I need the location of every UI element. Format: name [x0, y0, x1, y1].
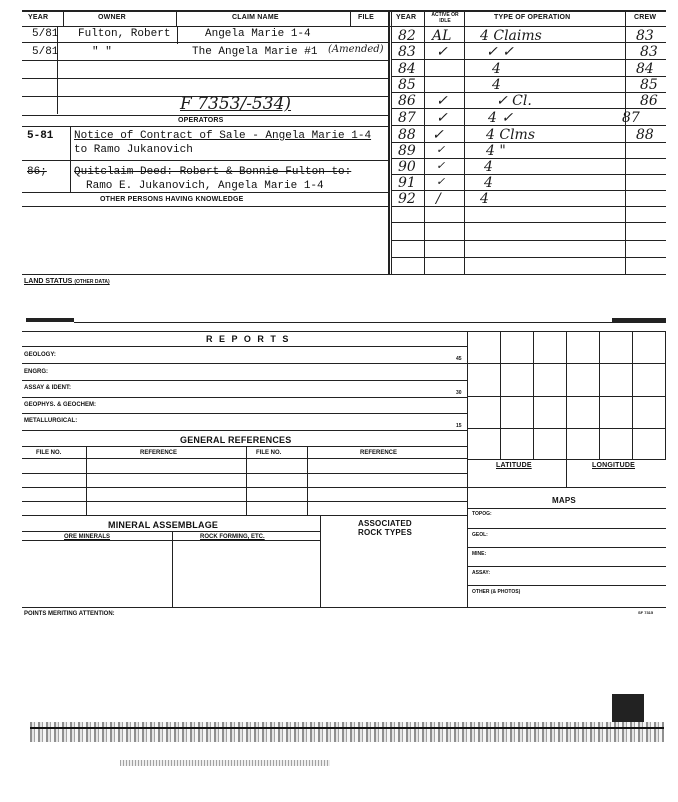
genref-reference-1: REFERENCE: [140, 450, 178, 456]
other-persons-bottom-line: [22, 206, 388, 207]
activity-row-year: 87: [398, 110, 416, 126]
owner-row-line-2: [22, 60, 388, 61]
land-status-label: [24, 278, 110, 285]
activity-row-type: 4 ✓: [488, 110, 514, 126]
activity-row-year: 83: [398, 44, 416, 60]
grid-line: [599, 331, 600, 459]
header-crew: CREW: [634, 14, 657, 21]
maps-line: [467, 547, 666, 548]
activity-row-type: 4: [492, 77, 501, 93]
activity-row-active: /: [436, 191, 441, 207]
report-geophys: GEOPHYS. & GEOCHEM:: [24, 402, 97, 408]
activity-row-active: ✓: [436, 143, 446, 156]
activity-row-type: 4 Clms: [486, 127, 536, 143]
activity-row-type: 4: [480, 191, 489, 207]
mineral-header-line: [22, 540, 320, 541]
activity-row-type: 4: [484, 159, 493, 175]
operators-row-line: [22, 160, 388, 161]
genref-line: [22, 487, 468, 488]
report-assay-num: 30: [456, 390, 462, 396]
activity-row-type: ✓ Cl.: [496, 93, 532, 109]
general-references-title: GENERAL REFERENCES: [180, 435, 292, 445]
form-number: SF 7315: [638, 610, 654, 615]
reports-title: R E P O R T S: [206, 334, 291, 344]
activity-row-active: ✓: [436, 110, 448, 126]
genref-col-line: [307, 446, 308, 515]
activity-row-type: 4: [492, 61, 501, 77]
grid-line: [632, 331, 633, 459]
latlong-bottom-line: [467, 487, 666, 488]
owner-row-2-claim: The Angela Marie #1: [192, 46, 318, 58]
activity-row-year: 85: [398, 77, 416, 93]
genref-file-no-2: FILE NO.: [256, 450, 282, 456]
other-persons-label: OTHER PERSONS HAVING KNOWLEDGE: [100, 196, 244, 203]
operators-row-2-text2: Ramo E. Jukanovich, Angela Marie 1-4: [86, 180, 324, 192]
genref-bottom-line: [22, 515, 468, 516]
owner-row-2-year: 5/81: [32, 46, 59, 58]
mineral-right-line: [320, 515, 321, 607]
activity-row-active: ✓: [432, 127, 444, 143]
land-status-title: LAND STATUS: [24, 278, 73, 285]
report-metallurgical-num: 15: [456, 423, 462, 429]
grid-line: [467, 396, 666, 397]
activity-row-active: AL: [432, 28, 452, 44]
activity-row-year: 91: [398, 175, 416, 191]
activity-row-active: ✓: [436, 44, 448, 60]
activity-row-year: 84: [398, 61, 416, 77]
activity-line: [391, 59, 666, 60]
points-meriting-attention: POINTS MERITING ATTENTION:: [24, 611, 115, 617]
top-border: [22, 10, 666, 12]
associated-rock-types-1: ASSOCIATED: [358, 519, 412, 528]
owner-mid-line: [177, 26, 178, 44]
header-owner: OWNER: [98, 14, 126, 21]
mineral-title-line: [22, 531, 320, 532]
activity-row-year: 90: [398, 159, 416, 175]
reports-top-line: [22, 331, 666, 332]
top-table-bottom: [22, 274, 666, 275]
maps-topog: TOPOG:: [472, 511, 492, 517]
grid-line: [533, 331, 534, 459]
operators-year-line: [70, 126, 71, 192]
latlong-divider: [566, 459, 567, 487]
grid-line: [467, 363, 666, 364]
file-col-line: [350, 10, 351, 26]
genref-title-line: [22, 446, 468, 447]
genref-col-line: [86, 446, 87, 515]
owner-row-1-claim: Angela Marie 1-4: [205, 28, 311, 40]
header-bottom-line: [22, 26, 666, 27]
scan-line: [30, 727, 664, 729]
scan-smudge: [612, 318, 666, 323]
operators-label: OPERATORS: [178, 117, 224, 124]
grid-line: [500, 331, 501, 459]
maps-line: [467, 566, 666, 567]
scan-noise-band: [30, 722, 664, 742]
activity-line: [391, 222, 666, 223]
report-line: [22, 430, 468, 431]
report-engrg: ENGRG:: [24, 369, 48, 375]
mineral-col-line: [172, 531, 173, 607]
activity-row-active: ✓: [436, 175, 446, 188]
activity-row-crew: 88: [636, 127, 654, 143]
activity-row-type: 4: [484, 175, 493, 191]
operators-row-1-text2: to Ramo Jukanovich: [74, 144, 193, 156]
header-year-2: YEAR: [396, 14, 417, 21]
activity-line: [391, 158, 666, 159]
longitude-label: LONGITUDE: [592, 462, 636, 469]
owner-row-2-note: (Amended): [328, 44, 384, 55]
owner-row-line-3: [22, 78, 388, 79]
operators-row-1-year: 5-81: [27, 130, 54, 142]
scan-block: [612, 694, 644, 722]
grid-line: [467, 428, 666, 429]
mineral-assemblage-title: MINERAL ASSEMBLAGE: [108, 520, 219, 530]
activity-row-crew: 83: [640, 44, 658, 60]
maps-other: OTHER (& PHOTOS): [472, 589, 521, 595]
maps-geol: GEOL:: [472, 532, 488, 538]
rock-forming-label: ROCK FORMING, ETC.: [200, 534, 265, 540]
genref-line: [22, 501, 468, 502]
owner-row-2-owner: " ": [92, 46, 112, 58]
activity-row-type: 4 ": [486, 143, 506, 159]
report-geology: GEOLOGY:: [24, 352, 56, 358]
activity-line: [391, 257, 666, 258]
activity-row-year: 88: [398, 127, 416, 143]
header-year: YEAR: [28, 14, 49, 21]
associated-rock-types-2: ROCK TYPES: [358, 528, 413, 537]
activity-row-year: 86: [398, 93, 416, 109]
maps-mine: MINE:: [472, 551, 487, 557]
grid-line: [665, 331, 666, 459]
maps-line: [467, 528, 666, 529]
header-type-of-operation: TYPE OF OPERATION: [494, 14, 571, 21]
header-file: FILE: [358, 14, 374, 21]
owner-col-line: [176, 10, 177, 26]
activity-line: [391, 190, 666, 191]
operators-row-1-text: Notice of Contract of Sale - Angela Marie 1-4: [74, 130, 372, 142]
activity-row-year: 92: [398, 191, 416, 207]
report-assay: ASSAY & IDENT:: [24, 385, 72, 391]
owner-row-1-owner: Fulton, Robert: [78, 28, 171, 40]
other-persons-line: [22, 192, 388, 193]
genref-line: [22, 473, 468, 474]
activity-row-type: ✓ ✓: [486, 44, 514, 60]
genref-reference-2: REFERENCE: [360, 450, 398, 456]
maps-title-line: [467, 508, 666, 509]
year-col-line: [63, 10, 64, 26]
activity-row-crew: 83: [636, 28, 654, 44]
activity-line: [391, 76, 666, 77]
operators-row-2-text: Quitclaim Deed: Robert & Bonnie Fulton to:: [74, 166, 352, 178]
report-metallurgical: METALLURGICAL:: [24, 418, 78, 424]
report-geology-num: 45: [456, 356, 462, 362]
land-status-sub: (OTHER DATA): [74, 279, 110, 285]
genref-col-line: [246, 446, 247, 515]
activity-line: [391, 206, 666, 207]
activity-row-active: ✓: [436, 159, 446, 172]
operators-row-2-year: 86;: [27, 166, 47, 178]
activity-row-year: 89: [398, 143, 416, 159]
report-line: [22, 363, 468, 364]
file-reference-handwritten: F 7353/-534): [180, 94, 292, 114]
activity-row-crew: 87: [622, 110, 640, 126]
maps-assay: ASSAY:: [472, 570, 491, 576]
activity-row-type: 4 Claims: [480, 28, 542, 44]
grid-line: [566, 331, 567, 459]
activity-row-crew: 85: [640, 77, 658, 93]
operators-line: [22, 115, 388, 116]
report-line: [22, 397, 468, 398]
activity-row-crew: 86: [640, 93, 658, 109]
owner-row-1-year: 5/81: [32, 28, 59, 40]
report-line: [22, 413, 468, 414]
activity-row-year: 82: [398, 28, 416, 44]
activity-line: [391, 174, 666, 175]
ore-minerals-label: ORE MINERALS: [64, 534, 111, 540]
maps-line: [467, 585, 666, 586]
latitude-label: LATITUDE: [496, 462, 532, 469]
scan-noise-band-2: [120, 760, 330, 766]
center-divider: [388, 10, 390, 274]
activity-line: [391, 240, 666, 241]
genref-line: [22, 458, 468, 459]
scan-smudge: [26, 318, 74, 322]
maps-title: MAPS: [552, 496, 576, 505]
genref-file-no-1: FILE NO.: [36, 450, 62, 456]
owner-row-line-1: [22, 42, 388, 43]
lower-bottom-line: [22, 607, 666, 608]
section-divider: [74, 322, 616, 323]
report-line: [22, 380, 468, 381]
header-claim-name: CLAIM NAME: [232, 14, 279, 21]
operators-bottom-line: [22, 126, 388, 127]
header-active-idle: ACTIVE OR IDLE: [431, 12, 459, 24]
activity-row-crew: 84: [636, 61, 654, 77]
reports-title-line: [22, 346, 468, 347]
activity-row-active: ✓: [436, 93, 448, 109]
